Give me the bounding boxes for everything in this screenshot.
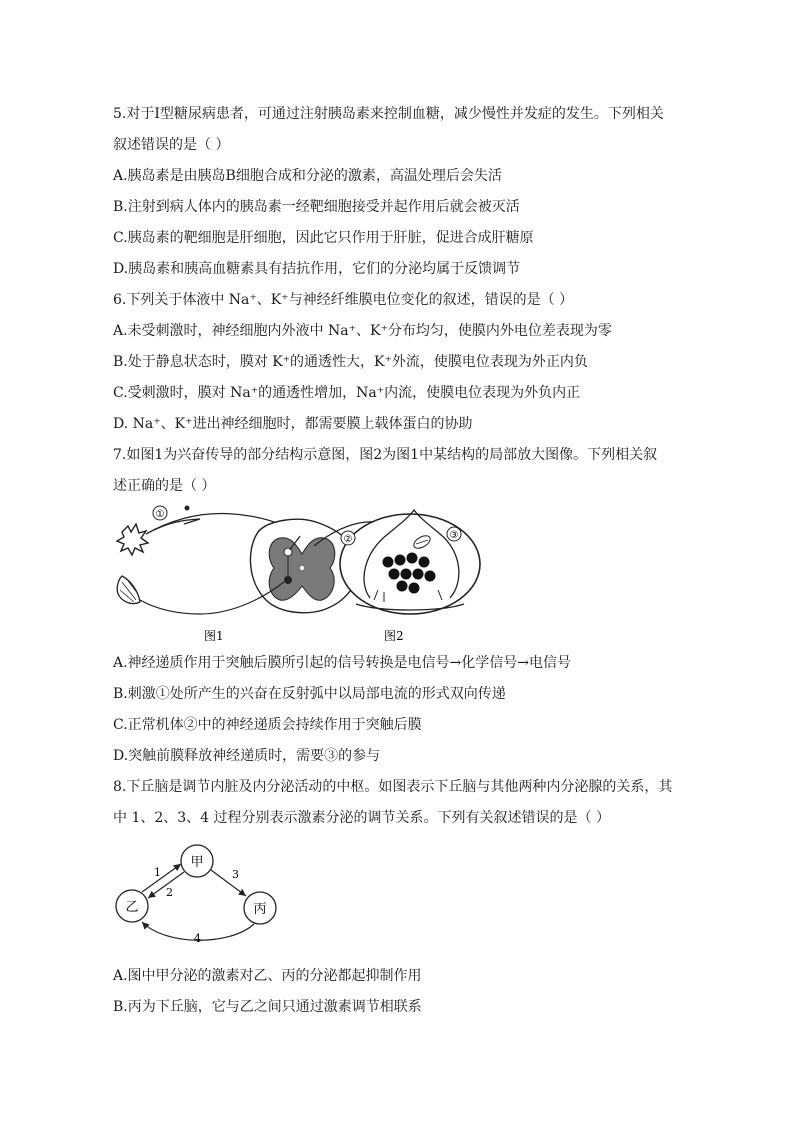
q8-stem-line1: 8.下丘脑是调节内脏及内分泌活动的中枢。如图表示下丘脑与其他两种内分泌腺的关系，其 bbox=[113, 779, 673, 795]
q7-stem-line2: 述正确的是（ ） bbox=[113, 478, 216, 494]
q7-option-c: C.正常机体②中的神经递质会持续作用于突触后膜 bbox=[113, 717, 422, 733]
node-yi-label: 乙 bbox=[125, 900, 139, 915]
q5-stem-line2: 叙述错误的是（ ） bbox=[113, 137, 230, 153]
q5-option-c: C.胰岛素的靶细胞是肝细胞，因此它只作用于肝脏，促进合成肝糖原 bbox=[113, 230, 534, 246]
arrow-2-label: 2 bbox=[166, 886, 173, 899]
receptor-cell-icon bbox=[117, 524, 148, 555]
node-bing-label: 丙 bbox=[253, 902, 267, 917]
arrow-4-label: 4 bbox=[194, 932, 201, 945]
q7-option-d: D.突触前膜释放神经递质时，需要③的参与 bbox=[113, 748, 381, 764]
node-jia-label: 甲 bbox=[190, 855, 204, 870]
fig1-mark-1: ① bbox=[155, 509, 165, 520]
arrow-3-label: 3 bbox=[232, 868, 239, 881]
q6-option-c: C.受刺激时，膜对 Na⁺的通透性增加，Na⁺内流，使膜电位表现为外负内正 bbox=[113, 385, 581, 401]
q6-stem: 6.下列关于体液中 Na⁺、K⁺与神经纤维膜电位变化的叙述，错误的是（ ） bbox=[113, 292, 574, 308]
q8-diagram bbox=[110, 842, 280, 950]
fig2-label: 图2 bbox=[384, 629, 404, 643]
synapse-magnified-icon bbox=[340, 510, 480, 614]
fig2-mark-3: ③ bbox=[449, 530, 459, 541]
q7-figure bbox=[108, 502, 484, 644]
q6-option-d: D. Na⁺、K⁺进出神经细胞时，都需要膜上载体蛋白的协助 bbox=[113, 416, 473, 432]
q7-option-b: B.刺激①处所产生的兴奋在反射弧中以局部电流的形式双向传递 bbox=[113, 686, 506, 702]
q6-option-b: B.处于静息状态时，膜对 K⁺的通透性大，K⁺外流，使膜电位表现为外正内负 bbox=[113, 354, 588, 370]
q7-stem-line1: 7.如图1为兴奋传导的部分结构示意图，图2为图1中某结构的局部放大图像。下列相关叙 bbox=[113, 447, 658, 463]
fig1-label: 图1 bbox=[204, 629, 224, 643]
q7-option-a: A.神经递质作用于突触后膜所引起的信号转换是电信号→化学信号→电信号 bbox=[113, 655, 572, 671]
arrow-1-label: 1 bbox=[154, 866, 161, 879]
q8-option-b: B.丙为下丘脑，它与乙之间只通过激素调节相联系 bbox=[113, 999, 422, 1015]
fig2-mark-2: ② bbox=[343, 534, 353, 545]
q5-stem-line1: 5.对于Ⅰ型糖尿病患者，可通过注射胰岛素来控制血糖，减少慢性并发症的发生。下列相关 bbox=[113, 106, 664, 122]
q5-option-b: B.注射到病人体内的胰岛素一经靶细胞接受并起作用后就会被灭活 bbox=[113, 199, 520, 215]
q5-option-d: D.胰岛素和胰高血糖素具有拮抗作用，它们的分泌均属于反馈调节 bbox=[113, 261, 521, 277]
q5-option-a: A.胰岛素是由胰岛B细胞合成和分泌的激素，高温处理后会失活 bbox=[113, 168, 502, 184]
q6-option-a: A.未受刺激时，神经细胞内外液中 Na⁺、K⁺分布均匀，使膜内外电位差表现为零 bbox=[113, 323, 612, 339]
q8-stem-line2: 中 1、2、3、4 过程分别表示激素分泌的调节关系。下列有关叙述错误的是（ ） bbox=[113, 810, 610, 826]
q8-option-a: A.图中甲分泌的激素对乙、丙的分泌都起抑制作用 bbox=[113, 968, 422, 984]
effector-muscle-icon bbox=[117, 576, 140, 604]
